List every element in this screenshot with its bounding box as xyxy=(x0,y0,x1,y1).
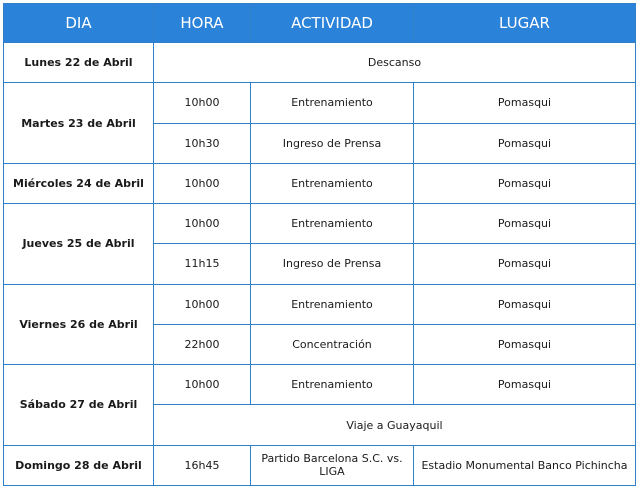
activity-cell: Partido Barcelona S.C. vs. LIGA xyxy=(251,445,414,485)
place-cell: Pomasqui xyxy=(414,123,636,163)
activity-cell: Ingreso de Prensa xyxy=(251,123,414,163)
table-row xyxy=(4,284,636,324)
activity-cell: Viaje a Guayaquil xyxy=(154,405,636,445)
place-cell: Pomasqui xyxy=(414,204,636,244)
table-row xyxy=(4,204,636,244)
table-row xyxy=(4,163,636,203)
table-row xyxy=(4,43,636,83)
activity-cell: Concentración xyxy=(251,324,414,364)
place-cell: Estadio Monumental Banco Pichincha xyxy=(414,445,636,485)
time-cell: 10h00 xyxy=(154,365,251,405)
place-cell: Pomasqui xyxy=(414,83,636,123)
place-cell: Pomasqui xyxy=(414,163,636,203)
time-cell: 16h45 xyxy=(154,445,251,485)
time-cell: 10h00 xyxy=(154,204,251,244)
header-hora: HORA xyxy=(154,4,251,43)
day-cell: Viernes 26 de Abril xyxy=(4,284,154,365)
activity-cell: Entrenamiento xyxy=(251,204,414,244)
header-actividad: ACTIVIDAD xyxy=(251,4,414,43)
time-cell: 10h00 xyxy=(154,83,251,123)
header-row xyxy=(4,4,636,43)
time-cell: 10h00 xyxy=(154,284,251,324)
day-cell: Martes 23 de Abril xyxy=(4,83,154,164)
activity-cell: Entrenamiento xyxy=(251,163,414,203)
activity-cell: Ingreso de Prensa xyxy=(251,244,414,284)
activity-cell: Entrenamiento xyxy=(251,365,414,405)
time-cell: 22h00 xyxy=(154,324,251,364)
place-cell: Pomasqui xyxy=(414,244,636,284)
header-lugar: LUGAR xyxy=(414,4,636,43)
activity-cell: Descanso xyxy=(154,43,636,83)
time-cell: 10h00 xyxy=(154,163,251,203)
table-row xyxy=(4,365,636,405)
day-cell: Domingo 28 de Abril xyxy=(4,445,154,485)
place-cell: Pomasqui xyxy=(414,365,636,405)
table-row xyxy=(4,83,636,123)
day-cell: Miércoles 24 de Abril xyxy=(4,163,154,203)
day-cell: Jueves 25 de Abril xyxy=(4,204,154,285)
table-row xyxy=(4,445,636,485)
time-cell: 11h15 xyxy=(154,244,251,284)
day-cell: Sábado 27 de Abril xyxy=(4,365,154,446)
activity-cell: Entrenamiento xyxy=(251,83,414,123)
time-cell: 10h30 xyxy=(154,123,251,163)
place-cell: Pomasqui xyxy=(414,324,636,364)
place-cell: Pomasqui xyxy=(414,284,636,324)
activity-cell: Entrenamiento xyxy=(251,284,414,324)
schedule-table xyxy=(3,3,636,486)
header-dia: DIA xyxy=(4,4,154,43)
day-cell: Lunes 22 de Abril xyxy=(4,43,154,83)
